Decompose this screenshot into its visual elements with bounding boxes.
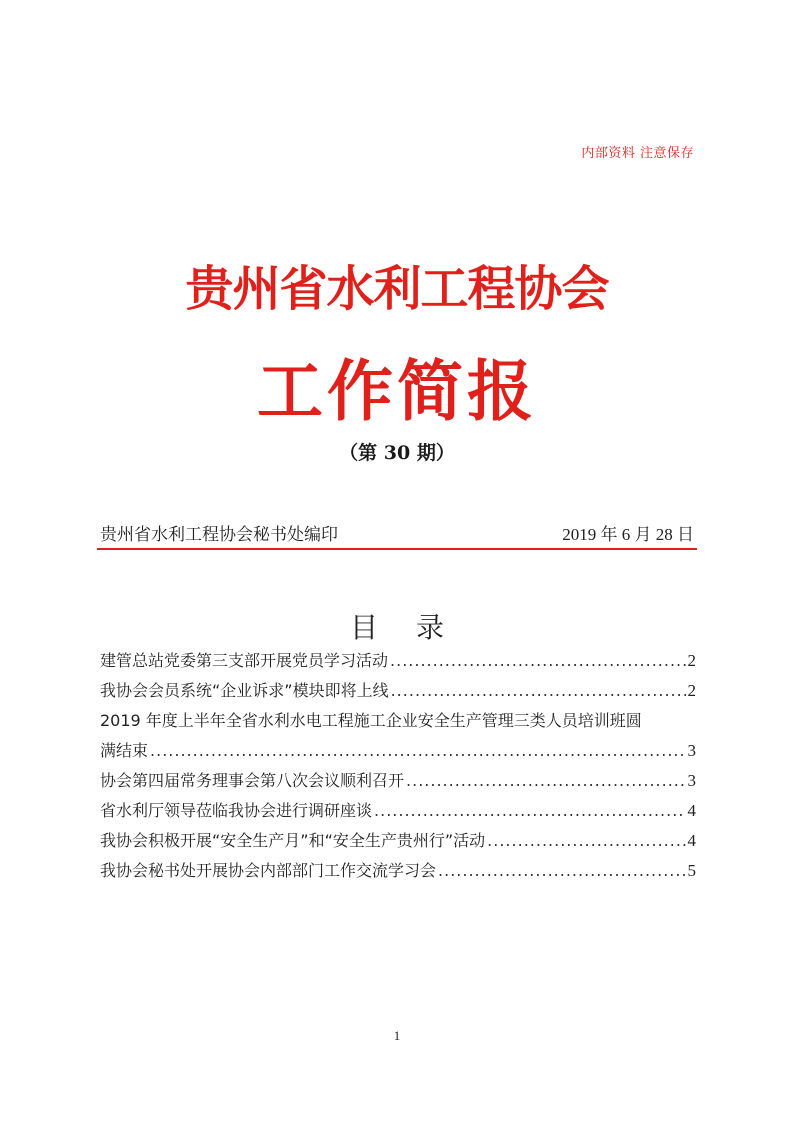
toc-item-title-line1: 2019 年度上半年全省水利水电工程施工企业安全生产管理三类人员培训班圆 bbox=[100, 711, 642, 730]
toc-item-page: 2 bbox=[687, 651, 696, 670]
toc-dot-leader bbox=[391, 680, 686, 701]
toc-item-page: 4 bbox=[687, 831, 696, 850]
toc-dot-leader bbox=[438, 860, 685, 881]
publish-date: 2019 年 6 月 28 日 bbox=[562, 525, 694, 544]
toc-item[interactable] bbox=[100, 680, 696, 701]
toc-item-title: 建管总站党委第三支部开展党员学习活动 bbox=[100, 651, 389, 670]
toc-item-page: 4 bbox=[687, 801, 696, 820]
toc-item-title: 省水利厅领导莅临我协会进行调研座谈 bbox=[100, 801, 373, 820]
toc-item[interactable] bbox=[100, 830, 696, 851]
toc-dot-leader bbox=[390, 650, 685, 671]
toc-item[interactable] bbox=[100, 800, 696, 821]
toc-dot-leader bbox=[374, 800, 685, 821]
publisher-row bbox=[100, 520, 694, 544]
toc-item[interactable] bbox=[100, 860, 696, 881]
toc-heading: 目录 bbox=[349, 611, 482, 644]
page-number: 1 bbox=[393, 1028, 401, 1043]
toc-item-title-line2: 满结束 bbox=[100, 741, 149, 760]
toc-dot-leader bbox=[406, 770, 685, 791]
toc-item-page: 3 bbox=[687, 741, 696, 760]
toc-item[interactable] bbox=[100, 770, 696, 791]
toc-dot-leader bbox=[150, 740, 685, 761]
brief-title: 工作简报 bbox=[257, 352, 537, 430]
toc-item-title: 我协会会员系统“企业诉求”模块即将上线 bbox=[100, 681, 389, 700]
toc-item-title: 协会第四届常务理事会第八次会议顺利召开 bbox=[100, 771, 405, 790]
internal-notice: 内部资料 注意保存 bbox=[581, 146, 694, 161]
publisher-name: 贵州省水利工程协会秘书处编印 bbox=[100, 525, 338, 545]
toc-item-title: 我协会积极开展“安全生产月”和“安全生产贵州行”活动 bbox=[100, 831, 486, 850]
toc-item-title: 我协会秘书处开展协会内部部门工作交流学习会 bbox=[100, 861, 437, 880]
toc-dot-leader bbox=[487, 830, 685, 851]
issue-number: （第 30 期） bbox=[339, 442, 455, 464]
toc-item-page: 3 bbox=[687, 771, 696, 790]
toc-item-page: 5 bbox=[687, 861, 696, 880]
toc-item[interactable] bbox=[100, 710, 696, 761]
red-divider-line bbox=[97, 548, 697, 550]
organization-title: 贵州省水利工程协会 bbox=[185, 261, 609, 317]
toc-item-page: 2 bbox=[687, 681, 696, 700]
table-of-contents bbox=[100, 650, 696, 890]
toc-item[interactable] bbox=[100, 650, 696, 671]
